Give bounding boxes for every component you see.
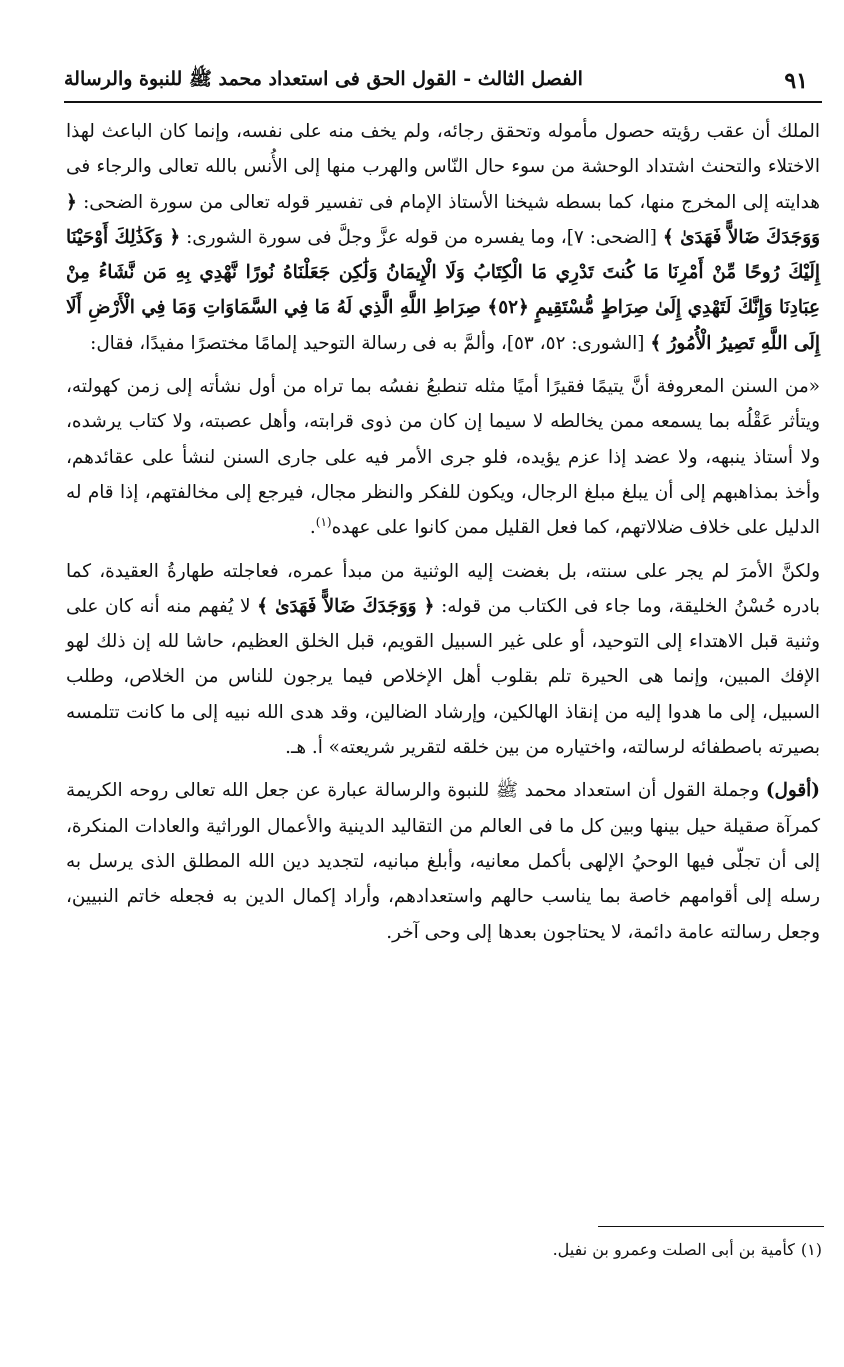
- paragraph-text: .: [309, 517, 316, 539]
- running-header: [64, 66, 822, 96]
- paragraph-text: وجملة القول أن استعداد محمد ﷺ للنبوة والرسالة عبارة عن جعل الله تعالى روحه الكريمة كمرآة صقيلة حيل بينها وبين كل ما فى العالم من التقاليد الدينية والأعمال الوراثية والعادات المنكرة، إلى أن تجلّى فيها الوحيُ الإلهى بأكمل معانيه، وأبلغ مبانيه، لتجديد دين الله المطلق الذى يرسل به رسله إلى أقوامهم خاصة بما يناسب حالهم واستعدادهم، وأراد إكمال الدين به فجعله خاتم النبيين، وجعل رسالته عامة دائمة، لا يحتاجون بعدها إلى وحى آخر.: [66, 780, 820, 943]
- header-divider: [64, 101, 822, 103]
- footnote-reference: (١): [315, 515, 332, 530]
- paragraph-text: ولكنَّ الأمرَ لم يجر على سنته، بل بغضت إليه الوثنية من مبدأ عمره، فعاجلته طهارةُ العقيدة، كما بادره حُسْنُ الخليقة، وما جاء فى الكتاب من قوله:: [66, 560, 820, 617]
- paragraph-text: الملك أن عقب رؤيته حصول مأموله وتحقق رجائه، ولم يخف منه على نفسه، وإنما كان الباعث لهذا الاختلاء والتحنث اشتداد الوحشة من سوء حال النّاس والهرب منها إلى الأُنس بالله تعالى والرجاء فى هدايته إلى المخرج منها، كما بسطه شيخنا الأستاذ الإمام فى تفسير قوله تعالى من سورة الضحى:: [66, 121, 820, 213]
- paragraph-text: «من السنن المعروفة أنَّ يتيمًا فقيرًا أميًا مثله تنطبعُ نفسُه بما تراه من أول نشأته إلى زمن كهولته، ويتأثر عَقْلُه بما يسمعه ممن يخالطه لا سيما إن كان من ذوى قرابته، وأهل عصبته، ولا كتاب يرشده، ولا أستاذ ينبهه، ولا عضد إذا عزم يؤيده، فلو جرى الأمر فيه على جارى السنن لنشأ على عقائدهم، وأخذ بمذاهبهم إلى أن يبلغ مبلغ الرجال، ويكون للفكر والنظر مجال، فيرجع إلى مخالفتهم، إذا قام له الدليل على خلاف ضلالاتهم، كما فعل القليل ممن كانوا على عهده: [66, 376, 820, 539]
- paragraph: [66, 773, 820, 949]
- paragraph: [66, 114, 820, 361]
- quran-verse: ﴿ وَوَجَدَكَ ضَالاًّ فَهَدَىٰ ﴾: [257, 595, 435, 617]
- paragraph-text: [الضحى: ٧]، وما يفسره من قوله عزَّ وجلَّ فى سورة الشورى:: [180, 226, 663, 248]
- footnote: [64, 1236, 822, 1264]
- main-text: [66, 114, 820, 958]
- footnote-divider: [598, 1226, 824, 1227]
- paragraph: [66, 554, 820, 766]
- footnote-number: (١): [800, 1240, 822, 1259]
- footnote-text: كأمية بن أبى الصلت وعمرو بن نفيل.: [552, 1240, 795, 1259]
- author-marker: (أقول): [765, 780, 820, 802]
- paragraph-text: لا يُفهم منه أنه كان على وثنية قبل الاهتداء إلى التوحيد، أو على غير السبيل القويم، قبل الخلق العظيم، حاشا لله إن ذلك لهو الإفك المبين، وإنما هى الحيرة تلم بقلوب أهل الإخلاص فيما يرجون للناس من الخلاص، وطلب السبيل، إلى ما هدوا إليه من إنقاذ الهالكين، وإرشاد الضالين، وقد هدى الله نبيه إلى ما كانت تتلمسه بصيرته باصطفائه لرسالته، واختياره من بين خلقه لتقرير شريعته» أ. هـ.: [66, 595, 820, 759]
- quran-verse: ﴿ وَوَجَدَكَ ضَالاًّ فَهَدَىٰ ﴾: [66, 191, 820, 248]
- chapter-title: الفصل الثالث - القول الحق فى استعداد محمد ﷺ للنبوة والرسالة: [64, 68, 583, 90]
- page-number: ٩١: [784, 68, 808, 94]
- paragraph-text: [الشورى: ٥٢، ٥٣]، وألمَّ به فى رسالة التوحيد إلمامًا مختصرًا مفيدًا، فقال:: [90, 332, 651, 354]
- paragraph: [66, 369, 820, 545]
- quran-verse: ﴿ وَكَذَٰلِكَ أَوْحَيْنَا إِلَيْكَ رُوحًا مِّنْ أَمْرِنَا مَا كُنتَ تَدْرِي مَا الْكِتَابُ وَلَا الْإِيمَانُ وَلَٰكِن جَعَلْنَاهُ نُورًا نَّهْدِي بِهِ مَن نَّشَاءُ مِنْ عِبَادِنَا وَإِنَّكَ لَتَهْدِي إِلَىٰ صِرَاطٍ مُّسْتَقِيمٍ ﴿٥٢﴾ صِرَاطِ اللَّهِ الَّذِي لَهُ مَا فِي السَّمَاوَاتِ وَمَا فِي الْأَرْضِ أَلَا إِلَى اللَّهِ تَصِيرُ الْأُمُورُ ﴾: [66, 226, 820, 354]
